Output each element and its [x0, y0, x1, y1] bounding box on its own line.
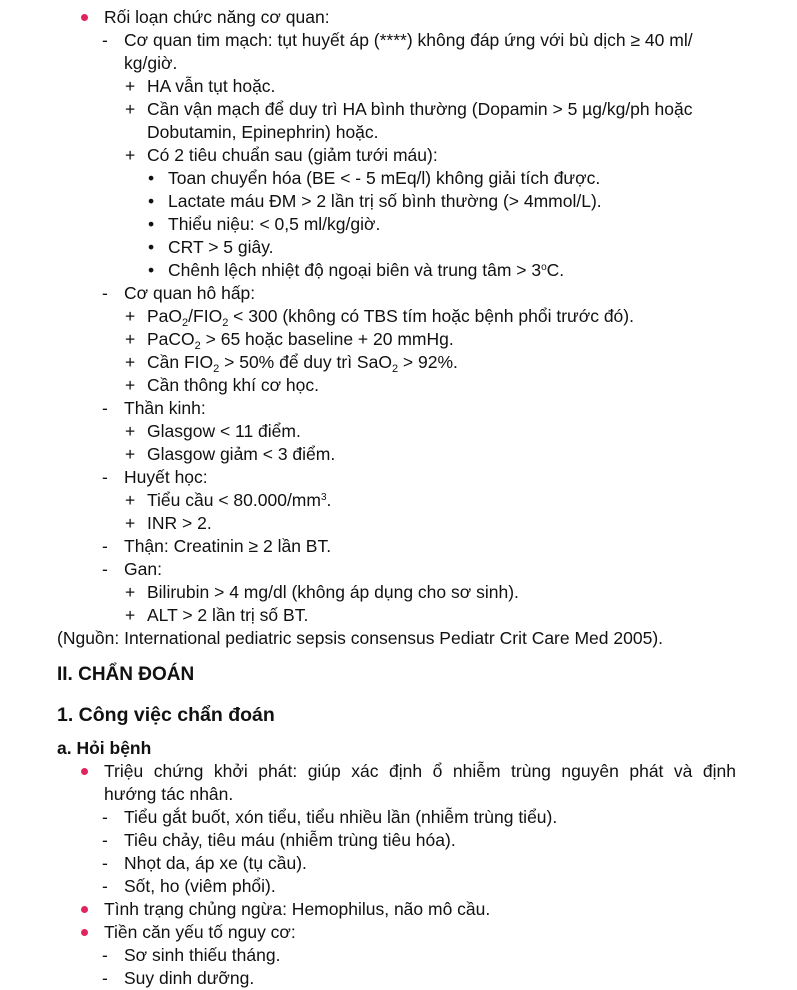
hema-item: INR > 2. [147, 513, 212, 533]
t: /FIO [188, 306, 223, 326]
dash-marker: - [102, 536, 108, 556]
subscript: 2 [194, 340, 201, 352]
perfusion-item: Lactate máu ĐM > 2 lần trị số bình thường (> 4mmol/L). [168, 191, 602, 211]
neuro-item: Glasgow giảm < 3 điểm. [147, 444, 336, 464]
plus-marker: + [125, 329, 136, 349]
bullet-icon [81, 768, 88, 775]
t: > 50% để duy trì SaO [219, 352, 392, 372]
bullet-icon [81, 906, 88, 913]
subscript: 2 [182, 317, 189, 329]
t: Tiểu cầu < 80.000/mm [147, 490, 321, 510]
plus-marker: + [125, 145, 136, 165]
cardio-item: Có 2 tiêu chuẩn sau (giảm tưới máu): [147, 145, 438, 165]
resp-item: Cần thông khí cơ học. [147, 375, 319, 395]
temp-unit: C. [546, 260, 565, 280]
vaccination-item: Tình trạng chủng ngừa: Hemophilus, não mô cầu. [104, 899, 491, 919]
small-bullet: • [148, 168, 155, 188]
perfusion-item: Toan chuyển hóa (BE < - 5 mEq/l) không giải tích được. [168, 168, 601, 188]
onset-item: Sốt, ho (viêm phổi). [124, 876, 276, 896]
bullet-icon [81, 14, 88, 21]
organ-dysfunction-title: Rối loạn chức năng cơ quan: [104, 7, 330, 27]
subscript: 2 [213, 363, 220, 375]
perfusion-item: Thiểu niệu: < 0,5 ml/kg/giờ. [168, 214, 381, 234]
dash-marker: - [102, 807, 108, 827]
dash-marker: - [102, 283, 108, 303]
neuro-label: Thần kinh: [124, 398, 206, 418]
t: > 65 hoặc baseline + 20 mmHg. [200, 329, 454, 349]
resp-item [147, 328, 454, 351]
small-bullet: • [148, 260, 155, 280]
onset-item: Nhọt da, áp xe (tụ cầu). [124, 853, 307, 873]
subsubsection-heading: a. Hỏi bệnh [57, 738, 152, 758]
dash-marker: - [102, 30, 108, 50]
onset-line1: Triệu chứng khởi phát: giúp xác định ổ nhiễm trùng nguyên phát và định [104, 761, 736, 781]
cardio-label-line1: Cơ quan tim mạch: tụt huyết áp (****) không đáp ứng với bù dịch ≥ 40 ml/ [124, 30, 693, 50]
plus-marker: + [125, 306, 136, 326]
small-bullet: • [148, 191, 155, 211]
bullet-icon [81, 929, 88, 936]
neuro-item: Glasgow < 11 điểm. [147, 421, 301, 441]
dash-marker: - [102, 876, 108, 896]
plus-marker: + [125, 99, 136, 119]
resp-label: Cơ quan hô hấp: [124, 283, 256, 303]
source-citation: (Nguồn: International pediatric sepsis consensus Pediatr Crit Care Med 2005). [57, 628, 664, 648]
dash-marker: - [102, 559, 108, 579]
perfusion-item [168, 259, 564, 282]
onset-line2: hướng tác nhân. [104, 784, 234, 804]
dash-marker: - [102, 467, 108, 487]
perfusion-item: CRT > 5 giây. [168, 237, 274, 257]
dash-marker: - [102, 830, 108, 850]
dash-marker: - [102, 945, 108, 965]
plus-marker: + [125, 375, 136, 395]
t: < 300 (không có TBS tím hoặc bệnh phổi trước đó). [228, 306, 634, 326]
hema-item [147, 489, 331, 512]
small-bullet: • [148, 237, 155, 257]
plus-marker: + [125, 352, 136, 372]
plus-marker: + [125, 444, 136, 464]
risk-label: Tiền căn yếu tố nguy cơ: [104, 922, 296, 942]
onset-item: Tiêu chảy, tiêu máu (nhiễm trùng tiêu hóa). [124, 830, 456, 850]
liver-label: Gan: [124, 559, 162, 579]
plus-marker: + [125, 582, 136, 602]
plus-marker: + [125, 513, 136, 533]
cardio-item: Cần vận mạch để duy trì HA bình thường (Dopamin > 5 µg/kg/ph hoặc [147, 99, 693, 119]
risk-item: Suy dinh dưỡng. [124, 968, 255, 988]
dash-marker: - [102, 853, 108, 873]
resp-item [147, 305, 634, 328]
temp-text: Chênh lệch nhiệt độ ngoại biên và trung tâm > 3 [168, 260, 542, 280]
liver-item: ALT > 2 lần trị số BT. [147, 605, 309, 625]
small-bullet: • [148, 214, 155, 234]
hema-label: Huyết học: [124, 467, 208, 487]
subsection-heading: 1. Công việc chẩn đoán [57, 704, 275, 726]
cardio-item: HA vẫn tụt hoặc. [147, 76, 276, 96]
subscript: 2 [222, 317, 229, 329]
degree-sup: o [541, 262, 547, 273]
t: Cần FIO [147, 352, 214, 372]
superscript: 3 [320, 492, 327, 503]
risk-item: Sơ sinh thiếu tháng. [124, 945, 281, 965]
dash-marker: - [102, 968, 108, 988]
t: > 92%. [398, 352, 458, 372]
cardio-item-cont: Dobutamin, Epinephrin) hoặc. [147, 122, 379, 142]
liver-item: Bilirubin > 4 mg/dl (không áp dụng cho sơ sinh). [147, 582, 519, 602]
plus-marker: + [125, 421, 136, 441]
onset-item: Tiểu gắt buốt, xón tiểu, tiểu nhiều lần (nhiễm trùng tiểu). [124, 807, 558, 827]
plus-marker: + [125, 76, 136, 96]
section-heading: II. CHẨN ĐOÁN [57, 664, 195, 685]
plus-marker: + [125, 490, 136, 510]
t: . [326, 490, 332, 510]
dash-marker: - [102, 398, 108, 418]
plus-marker: + [125, 605, 136, 625]
cardio-label-line2: kg/giờ. [124, 53, 178, 73]
t: PaO [147, 306, 183, 326]
resp-item [147, 351, 458, 374]
t: PaCO [147, 329, 195, 349]
renal-item: Thận: Creatinin ≥ 2 lần BT. [124, 536, 332, 556]
subscript: 2 [391, 363, 399, 375]
